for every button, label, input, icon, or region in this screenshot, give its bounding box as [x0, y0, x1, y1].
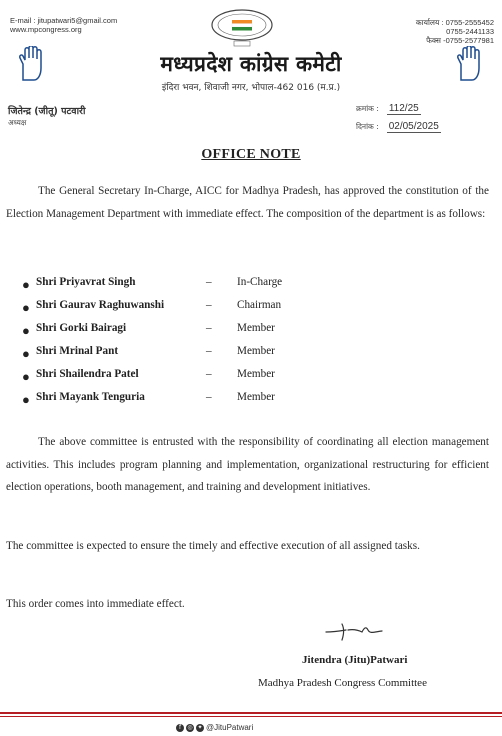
- member-list-item: [22, 322, 322, 345]
- reference-number: [356, 98, 421, 116]
- ref-value: 112/25: [388, 103, 419, 114]
- member-name: Shri Gaurav Raghuwanshi: [36, 299, 165, 311]
- member-dash: –: [206, 345, 212, 357]
- twitter-icon: ✦: [197, 723, 203, 731]
- member-name: Shri Priyavrat Singh: [36, 276, 136, 288]
- fax-number: -0755-2577981: [443, 36, 494, 45]
- fax-label: फैक्स: [426, 36, 442, 45]
- bullet-icon: ●: [22, 277, 30, 292]
- org-address: इंदिरा भवन, शिवाजी नगर, भोपाल-462 016 (म.प्र.): [161, 83, 341, 93]
- contact-left: [10, 16, 117, 34]
- phone-1: 0755-2555452: [445, 18, 494, 27]
- member-list-item: [22, 391, 322, 414]
- responsibility-paragraph: The above committee is entrusted with the responsibility of coordinating all election management activities. This includes program planning and implementation, organizational restructuring for efficient election operations, booth management, and training and development initiatives.: [6, 436, 489, 493]
- member-dash: –: [206, 368, 212, 380]
- signature-image: [322, 620, 386, 642]
- president-name: जितेन्द्र (जीतू) पटवारी: [8, 106, 86, 117]
- footer-divider: [0, 712, 502, 714]
- bullet-icon: ●: [22, 346, 30, 361]
- bullet-icon: ●: [22, 369, 30, 384]
- phone-2: 0755-2441133: [446, 27, 494, 36]
- member-dash: –: [206, 276, 212, 288]
- member-role: Member: [237, 345, 275, 357]
- date-value: 02/05/2025: [388, 121, 439, 132]
- footer-divider: [0, 716, 502, 717]
- instagram-icon: ◎: [187, 723, 193, 731]
- signatory-name: Jitendra (Jitu)Patwari: [302, 654, 408, 666]
- effect-paragraph: This order comes into immediate effect.: [6, 598, 185, 610]
- bullet-icon: ●: [22, 300, 30, 315]
- member-role: Member: [237, 322, 275, 334]
- member-list-item: [22, 345, 322, 368]
- email-text: E-mail : jitupatwari5@gmail.com: [10, 16, 118, 25]
- org-name: मध्यप्रदेश कांग्रेस कमेटी: [160, 52, 342, 76]
- footer-social: [176, 723, 253, 732]
- ref-label: क्रमांक :: [356, 104, 379, 113]
- member-role: In-Charge: [237, 276, 283, 288]
- member-name: Shri Gorki Bairagi: [36, 322, 127, 334]
- president-title: अध्यक्ष: [8, 118, 27, 127]
- expectation-paragraph: The committee is expected to ensure the timely and effective execution of all assigned tasks.: [6, 540, 420, 552]
- member-role: Member: [237, 391, 275, 403]
- social-handle: @JituPatwari: [206, 723, 254, 732]
- member-role: Chairman: [237, 299, 282, 311]
- member-dash: –: [206, 299, 212, 311]
- member-name: Shri Mrinal Pant: [36, 345, 119, 357]
- website-text: www.mpcongress.org: [10, 25, 82, 34]
- contact-right: [416, 18, 494, 45]
- intro-paragraph: The General Secretary In-Charge, AICC for Madhya Pradesh, has approved the constitution of the Election Management Department with immediate effect. The composition of the department is as follows:: [6, 185, 489, 220]
- member-dash: –: [206, 322, 212, 334]
- member-list-item: [22, 276, 322, 299]
- member-list-item: [22, 368, 322, 391]
- member-name: Shri Mayank Tenguria: [36, 391, 145, 403]
- bullet-icon: ●: [22, 392, 30, 407]
- office-note-title: OFFICE NOTE: [201, 147, 301, 162]
- signatory-organization: Madhya Pradesh Congress Committee: [258, 677, 427, 689]
- member-list-item: [22, 299, 322, 322]
- member-role: Member: [237, 368, 275, 380]
- date-label: दिनांक :: [356, 122, 379, 131]
- member-dash: –: [206, 391, 212, 403]
- bullet-icon: ●: [22, 323, 30, 338]
- facebook-icon: f: [176, 724, 184, 732]
- document-date: [356, 116, 441, 134]
- office-phone-label: कार्यालय :: [415, 18, 444, 27]
- member-name: Shri Shailendra Patel: [36, 368, 139, 380]
- congress-seal-logo: [208, 8, 276, 48]
